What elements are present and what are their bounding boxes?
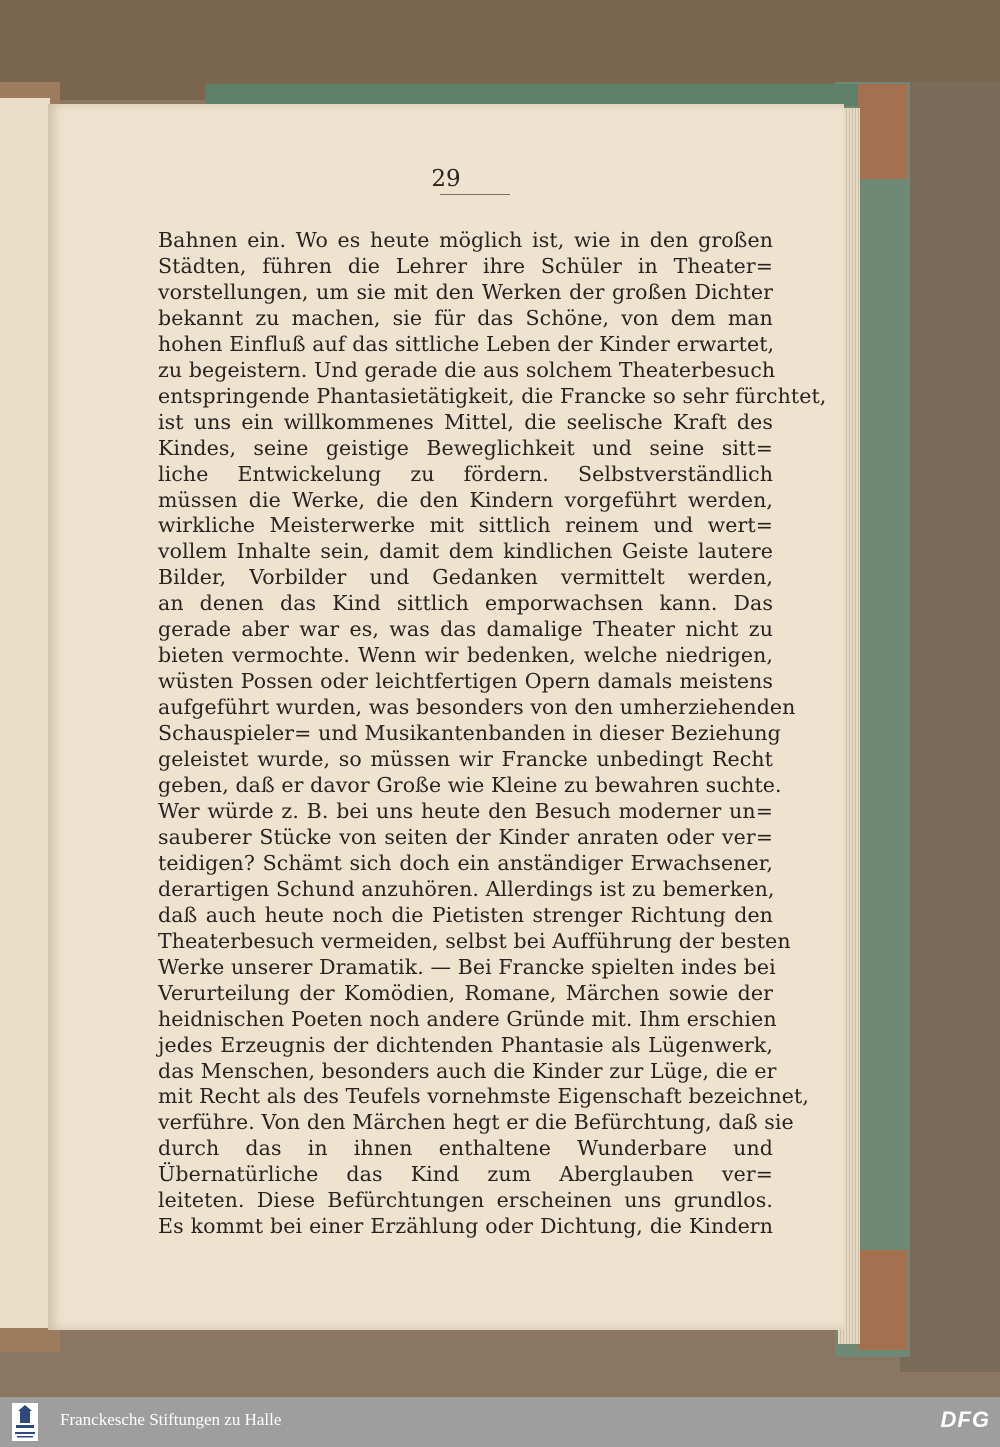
book-page	[48, 104, 844, 1330]
text-line: bekannt zu machen, sie für das Schöne, von dem man	[158, 305, 773, 330]
book-cover-corner-top	[858, 84, 908, 179]
text-line: geben, daß er davor Große wie Kleine zu bewahren suchte.	[158, 773, 782, 798]
text-line: vorstellungen, um sie mit den Werken der großen Dichter	[158, 279, 773, 304]
text-line: verführe. Von den Märchen hegt er die Befürchtung, daß sie	[158, 1110, 794, 1135]
text-line: Städten, führen die Lehrer ihre Schüler in Theater=	[158, 253, 773, 278]
text-line: Kindes, seine geistige Beweglichkeit und seine sitt=	[158, 435, 773, 460]
text-line: derartigen Schund anzuhören. Allerdings ist zu bemerken,	[158, 876, 775, 901]
text-line: entspringende Phantasietätigkeit, die Francke so sehr fürchtet,	[158, 383, 827, 408]
header-rule	[440, 194, 510, 195]
book-cover-corner-bottom	[858, 1250, 908, 1350]
text-line: zu begeistern. Und gerade die aus solchem Theaterbesuch	[158, 357, 776, 382]
text-line: Es kommt bei einer Erzählung oder Dichtung, die Kindern	[158, 1214, 773, 1239]
text-line: durch das in ihnen enthaltene Wunderbare und	[158, 1136, 773, 1161]
facing-page-edge	[0, 98, 50, 1328]
text-line: Bilder, Vorbilder und Gedanken vermittelt werden,	[158, 565, 773, 590]
text-line: liche Entwickelung zu fördern. Selbstverständlich	[158, 461, 773, 486]
text-line: Wer würde z. B. bei uns heute den Besuch moderner un=	[158, 798, 773, 823]
text-line: Verurteilung der Komödien, Romane, Märchen sowie der	[158, 980, 773, 1005]
text-line: daß auch heute noch die Pietisten strenger Richtung den	[158, 902, 773, 927]
text-line: wirkliche Meisterwerke mit sittlich reinem und wert=	[158, 513, 773, 538]
text-line: Werke unserer Dramatik. — Bei Francke spielten indes bei	[158, 954, 776, 979]
footer-institution: Franckesche Stiftungen zu Halle	[60, 1410, 282, 1429]
text-line: Schauspieler= und Musikantenbanden in dieser Beziehung	[158, 721, 781, 746]
text-line: Übernatürliche das Kind zum Aberglauben ver=	[158, 1162, 773, 1187]
text-line: Bahnen ein. Wo es heute möglich ist, wie in den großen	[158, 228, 773, 252]
text-line: heidnischen Poeten noch andere Gründe mit. Ihm erschien	[158, 1006, 777, 1031]
text-line: aufgeführt wurden, was besonders von den umherziehenden	[158, 695, 796, 720]
book-cover-edge	[900, 82, 1000, 1372]
text-line: wüsten Possen oder leichtfertigen Opern damals meistens	[158, 669, 773, 694]
dfg-logo: DFG	[940, 1407, 990, 1432]
text-line: das Menschen, besonders auch die Kinder zur Lüge, die er	[158, 1058, 777, 1083]
text-line: teidigen? Schämt sich doch ein anständiger Erwachsener,	[158, 850, 773, 875]
text-line: vollem Inhalte sein, damit dem kindlichen Geiste lautere	[158, 539, 773, 564]
text-line: geleistet wurde, so müssen wir Francke unbedingt Recht	[158, 747, 773, 772]
book-cover-top	[205, 84, 905, 106]
text-line: ist uns ein willkommenes Mittel, die seelische Kraft des	[158, 409, 773, 434]
text-line: Theaterbesuch vermeiden, selbst bei Aufführung der besten	[158, 928, 791, 953]
page-number: 29	[431, 166, 461, 192]
text-line: hohen Einfluß auf das sittliche Leben der Kinder erwartet,	[158, 331, 775, 356]
footer-bar	[0, 1397, 1000, 1447]
text-line: müssen die Werke, die den Kindern vorgeführt werden,	[158, 487, 773, 512]
franckesche-logo-icon	[12, 1403, 38, 1441]
text-line: leiteten. Diese Befürchtungen erscheinen uns grundlos.	[158, 1188, 773, 1213]
body-text	[158, 228, 827, 1240]
text-line: bieten vermochte. Wenn wir bedenken, welche niedrigen,	[158, 643, 773, 668]
text-line: gerade aber war es, was das damalige Theater nicht zu	[158, 617, 773, 642]
text-line: jedes Erzeugnis der dichtenden Phantasie als Lügenwerk,	[158, 1032, 773, 1057]
text-line: mit Recht als des Teufels vornehmste Eigenschaft bezeichnet,	[158, 1084, 809, 1109]
text-line: sauberer Stücke von seiten der Kinder anraten oder ver=	[158, 824, 773, 849]
text-line: an denen das Kind sittlich emporwachsen kann. Das	[158, 591, 773, 616]
